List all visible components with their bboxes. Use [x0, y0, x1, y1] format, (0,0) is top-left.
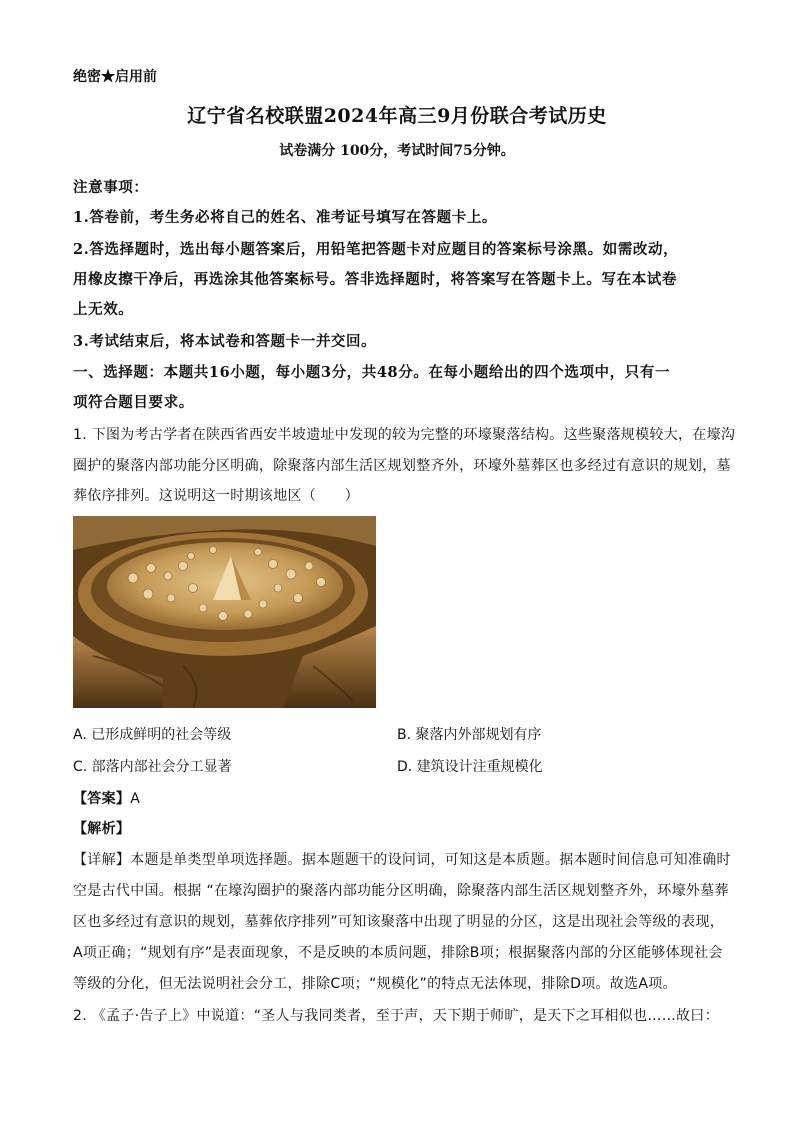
- confidential-label: 绝密★启用前: [73, 69, 157, 85]
- note-line: 2.答选择题时，选出每小题答案后，用铅笔把答题卡对应题目的答案标号涂黑。如需改动，: [73, 241, 679, 258]
- section-instruction: 一、选择题：本题共16小题，每小题3分，共48分。在每小题给出的四个选项中，只有一: [73, 364, 671, 381]
- option-c: C. 部落内部社会分工显著: [73, 759, 232, 775]
- detail-line: 区也多经过有意识的规划，墓葬依序排列”可知该聚落中出现了明显的分区，这是出现社会等级的表现，: [73, 914, 725, 930]
- option-a: A. 已形成鲜明的社会等级: [73, 727, 232, 743]
- question-2-stem: 2. 《孟子·告子上》中说道：“圣人与我同类者，至于声，天下期于师旷，是天下之耳相似也……故曰：: [73, 1008, 719, 1024]
- exam-title: 辽宁省名校联盟2024年高三9月份联合考试历史: [187, 105, 607, 127]
- note-line: 用橡皮擦干净后，再选涂其他答案标号。答非选择题时，将答案写在答题卡上。写在本试卷: [73, 271, 677, 288]
- analysis-label: 【解析】: [73, 821, 131, 837]
- banpo-settlement-photo: [73, 516, 376, 708]
- detail-line: A项正确；“规划有序”是表面现象，不是反映的本质问题，排除B项；根据聚落内部的分区能够体现社会: [73, 945, 723, 961]
- note-line: 上无效。: [73, 301, 134, 318]
- detail-line: 【详解】本题是单类型单项选择题。据本题题干的设问词，可知这是本质题。据本题时间信息可知准确时: [73, 852, 731, 868]
- note-line: 1.答卷前，考生务必将自己的姓名、准考证号填写在答题卡上。: [73, 209, 498, 226]
- answer-value: A: [130, 791, 141, 807]
- answer-line: [73, 788, 140, 808]
- answer-label: 【答案】: [73, 791, 131, 807]
- exam-subtitle: 试卷满分 100分，考试时间75分钟。: [279, 143, 515, 159]
- question-stem: 葬依序排列。这说明这一时期该地区（ ）: [73, 488, 359, 504]
- question-stem: 圈护的聚落内部功能分区明确，除聚落内部生活区规划整齐外，环壕外墓葬区也多经过有意识的规划，墓: [73, 458, 731, 474]
- detail-line: 等级的分化，但无法说明社会分工，排除C项；“规模化”的特点无法体现，排除D项。故选A项。: [73, 976, 677, 992]
- option-b: B. 聚落内外部规划有序: [397, 727, 542, 743]
- detail-line: 空是古代中国。根据 “在壕沟圈护的聚落内部功能分区明确，除聚落内部生活区规划整齐外，环壕外墓葬: [73, 883, 729, 899]
- question-stem: 1. 下图为考古学者在陕西省西安半坡遗址中发现的较为完整的环壕聚落结构。这些聚落规模较大，在壕沟: [73, 427, 736, 443]
- note-line: 3.考试结束后，将本试卷和答题卡一并交回。: [73, 333, 377, 350]
- option-d: D. 建筑设计注重规模化: [397, 759, 543, 775]
- section-instruction: 项符合题目要求。: [73, 394, 194, 411]
- notes-heading: 注意事项：: [73, 179, 149, 196]
